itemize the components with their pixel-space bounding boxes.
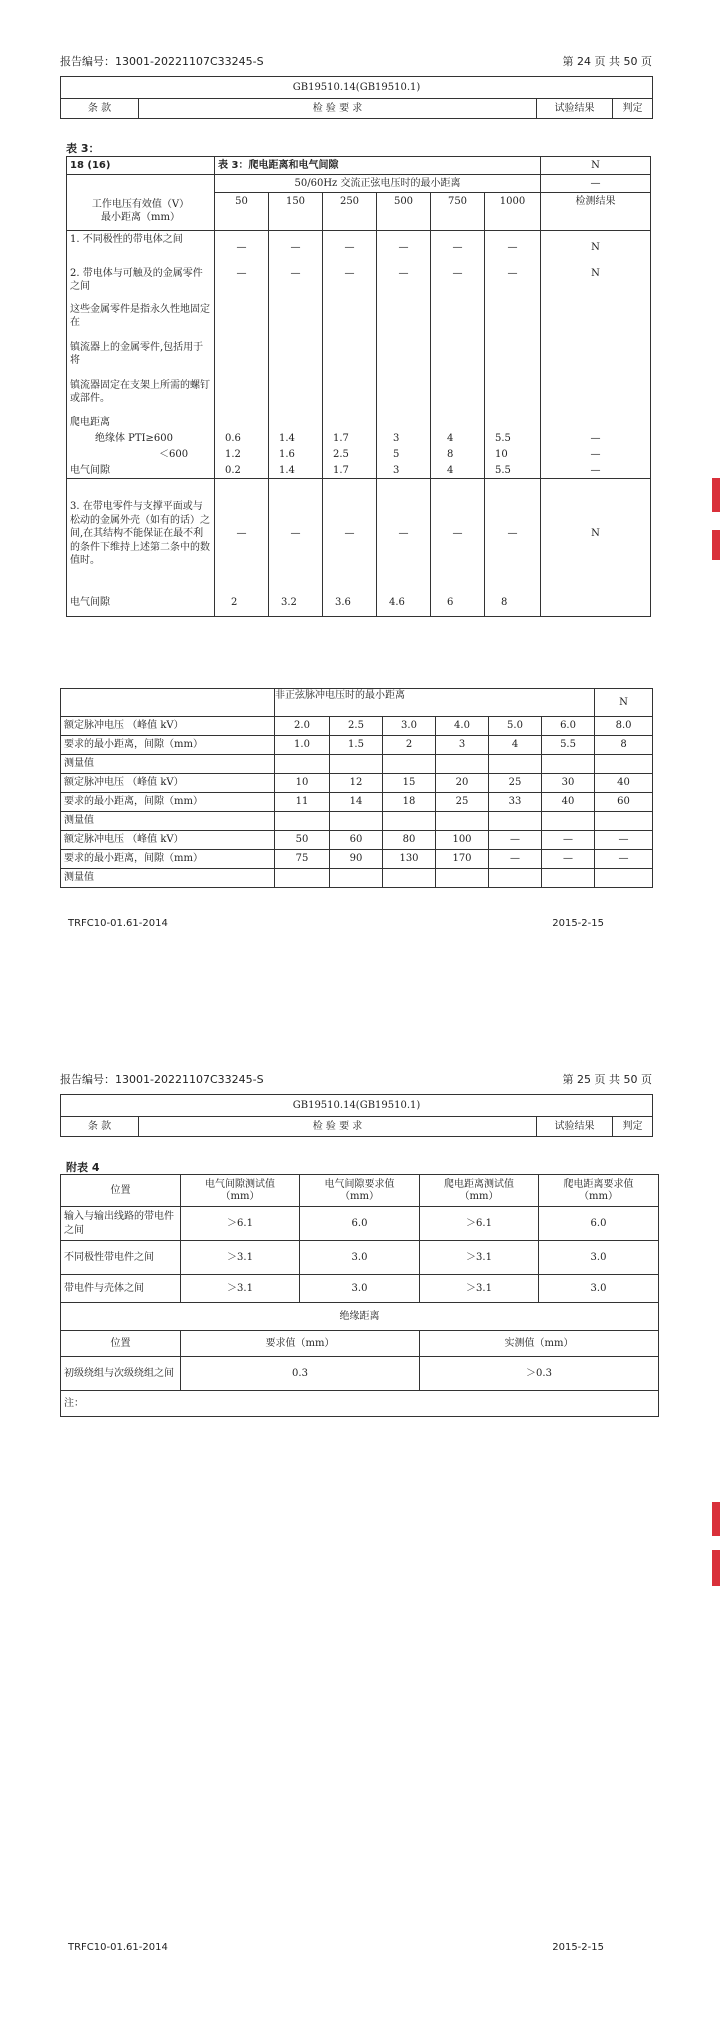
row2-note: 镇流器上的金属零件,包括用于将 [67,339,215,377]
seal-stamp-edge [712,1502,720,1536]
pulse-row-value: 8.0 [595,717,653,736]
clearance-req-value: 3.0 [300,1241,420,1275]
pti-low-result: — [541,447,651,463]
pulse-row-value [330,755,383,774]
row1-val: — [377,231,431,265]
row3-clearance-val: 4.6 [377,589,431,617]
pulse-row-value: — [595,831,653,850]
standard-code: GB19510.14(GB19510.1) [61,77,653,99]
pulse-row-value: 2 [383,736,436,755]
page-info: 第 24 页 共 50 页 [562,55,652,68]
row3-clearance-val: 3.2 [269,589,323,617]
pulse-row-value: 50 [275,831,330,850]
creepage-req-value: 6.0 [539,1207,659,1241]
standard-header-table [60,1094,653,1137]
seal-stamp-edge [712,530,720,560]
row3-clearance-val: 8 [485,589,541,617]
pulse-row-value [275,869,330,888]
pulse-row-value: 33 [489,793,542,812]
page-footer [68,1942,604,1953]
col-clearance-test: 电气间隙测试值 （mm） [181,1175,300,1207]
pulse-row-value: 40 [542,793,595,812]
pti-high-val: 1.7 [323,431,377,447]
pulse-row-value: 1.5 [330,736,383,755]
col-clause: 条 款 [61,1117,139,1137]
row1-val: — [485,231,541,265]
pti-high-val: 3 [377,431,431,447]
row3-result: N [541,479,651,589]
pulse-row-value: 60 [330,831,383,850]
col-requirement: 检 验 要 求 [139,1117,537,1137]
creepage-test-value: ＞6.1 [420,1207,539,1241]
row2-val: — [215,265,269,301]
pulse-row-value [489,755,542,774]
pulse-row-value: 8 [595,736,653,755]
form-code: TRFC10-01.61-2014 [68,918,168,929]
standard-header-table [60,76,653,119]
pti-high-result: — [541,431,651,447]
pulse-row-label: 额定脉冲电压 （峰值 kV） [61,717,275,736]
creepage-table [66,156,651,617]
ac-verdict: — [541,175,651,193]
form-code: TRFC10-01.61-2014 [68,1942,168,1953]
row-position: 输入与输出线路的带电件之间 [61,1207,181,1241]
creepage-label: 爬电距离 [67,415,215,431]
pulse-row-label: 额定脉冲电压 （峰值 kV） [61,831,275,850]
pulse-row-value [595,812,653,831]
pti-high-val: 0.6 [215,431,269,447]
col-clause: 条 款 [61,99,139,119]
pulse-row-label: 要求的最小距离，间隙（mm） [61,793,275,812]
row2-result: N [541,265,651,301]
pulse-rows [61,717,653,888]
col-result: 试验结果 [537,1117,613,1137]
pulse-row-value: 25 [489,774,542,793]
pti-high-label: 绝缘体 PTI≥600 [67,431,215,447]
pulse-row-value: 130 [383,850,436,869]
pulse-row-value: 75 [275,850,330,869]
col-clearance-req: 电气间隙要求值 （mm） [300,1175,420,1207]
pulse-row-value [275,812,330,831]
voltage-label: 工作电压有效值（V） 最小距离（mm） [67,193,215,231]
pulse-title: 非正弦脉冲电压时的最小距离 [275,689,595,717]
pulse-row-value: 30 [542,774,595,793]
clearance-result: — [541,463,651,479]
pulse-row-value [436,755,489,774]
pulse-row [61,831,653,850]
pti-high-val: 4 [431,431,485,447]
pulse-row-value [383,812,436,831]
pti-low-val: 5 [377,447,431,463]
pulse-row-value: — [595,850,653,869]
clearance-test-value: ＞3.1 [181,1275,300,1303]
insul-position: 初级绕组与次级绕组之间 [61,1357,181,1391]
pulse-row-value [542,755,595,774]
row3-val: — [323,479,377,589]
pulse-row [61,717,653,736]
row2-val: — [431,265,485,301]
col-verdict: 判定 [613,99,653,119]
clearance-val: 0.2 [215,463,269,479]
footer-date: 2015-2-15 [552,918,604,929]
verdict-top: N [541,157,651,175]
report-number: 报告编号：13001-20221107C33245-S [60,1073,264,1086]
ac-subtitle: 50/60Hz 交流正弦电压时的最小距离 [215,175,541,193]
report-page-24 [0,0,720,1010]
clearance-val: 1.4 [269,463,323,479]
pulse-row [61,755,653,774]
pulse-row-value: 3.0 [383,717,436,736]
clearance-req-value: 6.0 [300,1207,420,1241]
pulse-row-value: 170 [436,850,489,869]
row3-clearance-val: 2 [215,589,269,617]
creepage-test-value: ＞3.1 [420,1275,539,1303]
pulse-row-value [436,812,489,831]
standard-code: GB19510.14(GB19510.1) [61,1095,653,1117]
pulse-row-value [383,755,436,774]
clearance-val: 1.7 [323,463,377,479]
pulse-row [61,774,653,793]
pulse-row-value: 25 [436,793,489,812]
insul-measured-value: ＞0.3 [420,1357,659,1391]
voltage-500: 500 [377,193,431,231]
row1-val: — [215,231,269,265]
pulse-row-value [383,869,436,888]
pulse-row-label: 测量值 [61,755,275,774]
col-position: 位置 [61,1175,181,1207]
insulation-title: 绝缘距离 [61,1303,659,1331]
distance-table [60,1174,659,1417]
pulse-row-value: 20 [436,774,489,793]
pti-low-label: ＜600 [67,447,215,463]
insul-required-value: 0.3 [181,1357,420,1391]
clearance-val: 5.5 [485,463,541,479]
voltage-50: 50 [215,193,269,231]
insul-col-measured: 实测值（mm） [420,1331,659,1357]
pulse-verdict: N [595,689,653,717]
pti-low-val: 1.6 [269,447,323,463]
pulse-row-value: 40 [595,774,653,793]
page-footer [68,918,604,929]
row2-val: — [323,265,377,301]
pulse-row-value [330,869,383,888]
row3-val: — [377,479,431,589]
pulse-row-value [330,812,383,831]
clearance-req-value: 3.0 [300,1275,420,1303]
creepage-req-value: 3.0 [539,1275,659,1303]
table-title: 表 3：爬电距离和电气间隙 [215,157,541,175]
pulse-row-value: 1.0 [275,736,330,755]
voltage-1000: 1000 [485,193,541,231]
pulse-row-value: 90 [330,850,383,869]
pulse-row-value [275,755,330,774]
row1-val: — [431,231,485,265]
pulse-row-value [489,869,542,888]
table-label: 表 3： [66,142,100,155]
row3-val: — [431,479,485,589]
pulse-row-value: — [489,831,542,850]
pulse-row-value: 100 [436,831,489,850]
result-col-header: 检测结果 [541,193,651,231]
table-label: 附表 4 [66,1161,100,1174]
pulse-row-value: 2.5 [330,717,383,736]
row3-clearance-label: 电气间隙 [67,589,215,617]
row3-clearance-val: 3.6 [323,589,377,617]
seal-stamp-edge [712,478,720,512]
row2-val: — [269,265,323,301]
pti-low-val: 8 [431,447,485,463]
pulse-row-value: 3 [436,736,489,755]
pulse-row-value: 14 [330,793,383,812]
row2-label: 2. 带电体与可触及的金属零件之间 [67,265,215,301]
row1-val: — [323,231,377,265]
pti-low-val: 1.2 [215,447,269,463]
pulse-row-value [595,755,653,774]
pulse-row [61,812,653,831]
col-result: 试验结果 [537,99,613,119]
pulse-row-value [436,869,489,888]
row-position: 带电件与壳体之间 [61,1275,181,1303]
clearance-test-value: ＞6.1 [181,1207,300,1241]
pulse-row-value [489,812,542,831]
pulse-row-value: 4 [489,736,542,755]
report-page-25 [0,1018,720,2036]
pulse-row-value: 10 [275,774,330,793]
pulse-row-value: 11 [275,793,330,812]
creepage-test-value: ＞3.1 [420,1241,539,1275]
pulse-row-value: — [542,831,595,850]
row3-val: — [269,479,323,589]
pti-low-val: 10 [485,447,541,463]
col-requirement: 检 验 要 求 [139,99,537,119]
clearance-val: 4 [431,463,485,479]
pulse-row-value: 5.5 [542,736,595,755]
voltage-150: 150 [269,193,323,231]
pulse-row [61,869,653,888]
col-creepage-req: 爬电距离要求值 （mm） [539,1175,659,1207]
footer-date: 2015-2-15 [552,1942,604,1953]
pulse-row-value: 15 [383,774,436,793]
pulse-row-value: 6.0 [542,717,595,736]
clearance-val: 3 [377,463,431,479]
row3-val: — [485,479,541,589]
pulse-row [61,850,653,869]
pti-low-val: 2.5 [323,447,377,463]
pulse-row-label: 测量值 [61,869,275,888]
col-creepage-test: 爬电距离测试值 （mm） [420,1175,539,1207]
pulse-row-label: 要求的最小距离，间隙（mm） [61,736,275,755]
pti-high-val: 5.5 [485,431,541,447]
insul-col-position: 位置 [61,1331,181,1357]
row3-label: 3. 在带电零件与支撑平面或与松动的金属外壳（如有的话）之间,在其结构不能保证在最不利的条件下维持上述第二条中的数值时。 [67,479,215,589]
clause-number: 18 (16) [67,157,215,175]
pulse-row-value: 4.0 [436,717,489,736]
voltage-750: 750 [431,193,485,231]
insul-col-required: 要求值（mm） [181,1331,420,1357]
pulse-row-value: 5.0 [489,717,542,736]
pulse-row-value: — [489,850,542,869]
report-number: 报告编号：13001-20221107C33245-S [60,55,264,68]
pulse-row-value: 80 [383,831,436,850]
pulse-row-value: 18 [383,793,436,812]
creepage-req-value: 3.0 [539,1241,659,1275]
row3-clearance-val: 6 [431,589,485,617]
row2-note: 这些金属零件是指永久性地固定在 [67,301,215,339]
pulse-row-value: 60 [595,793,653,812]
pulse-row-value: — [542,850,595,869]
row3-val: — [215,479,269,589]
pulse-row-label: 额定脉冲电压 （峰值 kV） [61,774,275,793]
col-verdict: 判定 [613,1117,653,1137]
pulse-row-label: 测量值 [61,812,275,831]
row2-note: 镇流器固定在支架上所需的螺钉或部件。 [67,377,215,415]
pulse-row-value: 12 [330,774,383,793]
row-position: 不同极性带电件之间 [61,1241,181,1275]
clearance-label: 电气间隙 [67,463,215,479]
row2-val: — [377,265,431,301]
row2-val: — [485,265,541,301]
pulse-row [61,736,653,755]
row1-label: 1. 不同极性的带电体之间 [67,231,215,265]
pulse-row-value [542,812,595,831]
pti-high-val: 1.4 [269,431,323,447]
pulse-row-label: 要求的最小距离，间隙（mm） [61,850,275,869]
clearance-test-value: ＞3.1 [181,1241,300,1275]
page-info: 第 25 页 共 50 页 [562,1073,652,1086]
row1-val: — [269,231,323,265]
seal-stamp-edge [712,1550,720,1586]
table-note: 注： [61,1391,659,1417]
voltage-250: 250 [323,193,377,231]
pulse-row-value [542,869,595,888]
pulse-voltage-table [60,688,653,888]
pulse-row-value: 2.0 [275,717,330,736]
pulse-row [61,793,653,812]
row1-result: N [541,231,651,265]
pulse-row-value [595,869,653,888]
